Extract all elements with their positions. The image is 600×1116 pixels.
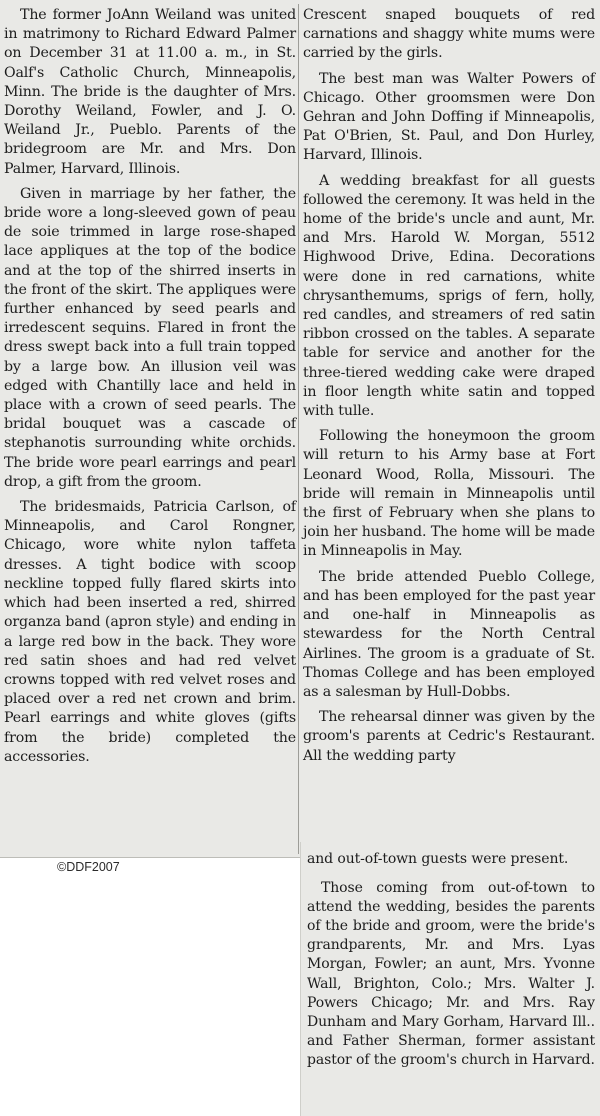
paragraph: The rehearsal dinner was given by the groom's parents at Cedric's Restaurant. All the wedding party [303, 709, 595, 764]
paragraph: The bridesmaids, Patricia Carlson, of Minneapolis, and Carol Rongner, Chicago, wore white nylon taffeta dresses. A tight bodice with scoop neckline topped fully flared skirts into which had been inserted a red, shirred organza band (apron style) and ending in a large red bow in the back. They wore red satin shoes and had red velvet crowns topped with red velvet roses and placed over a red net crown and brim. Pearl earrings and white gloves (gifts from the bride) completed the accessories. [4, 499, 296, 765]
paragraph: Given in marriage by her father, the bride wore a long-sleeved gown of peau de soie trimmed in large rose-shaped lace appliques at the top of the bodice and at the top of the shirred inserts in the front of the skirt. The appliques were further enhanced by seed pearls and irredescent sequins. Flared in front the dress swept back into a full train topped by a large bow. An illusion veil was edged with Chantilly lace and held in place with a crown of seed pearls. The bridal bouquet was a cascade of stephanotis surrounding white orchids. The bride wore pearl earrings and pearl drop, a gift from the groom. [4, 185, 296, 490]
column-divider [298, 4, 299, 854]
right-column [303, 6, 595, 772]
continuation-column [307, 850, 595, 1080]
paragraph: Those coming from out-of-town to attend the wedding, besides the parents of the bride and groom, were the bride's grandparents, Mr. and Mrs. Lyas Morgan, Fowler; an aunt, Mrs. Yvonne Wall, Brighton, Colo.; Mrs. Walter J. Powers Chicago; Mr. and Mrs. Ray Dunham and Mary Gorham, Harvard Ill.. and Father Sherman, former assistant pastor of the groom's church in Harvard. [307, 880, 595, 1068]
paragraph: Following the honeymoon the groom will return to his Army base at Fort Leonard Wood, Rolla, Missouri. The bride will remain in Minneapolis until the first of February when she plans to join her husband. The home will be made in Minneapolis in May. [303, 428, 595, 560]
paragraph: The former JoAnn Weiland was united in matrimony to Richard Edward Palmer on December 31 at 11.00 a. m., in St. Oalf's Catholic Church, Minneapolis, Minn. The bride is the daughter of Mrs. Dorothy Weiland, Fowler, and J. O. Weiland Jr., Pueblo. Parents of the bridegroom are Mr. and Mrs. Don Palmer, Harvard, Illinois. [4, 7, 296, 177]
paragraph: and out-of-town guests were present. [307, 851, 569, 867]
paragraph: The bride attended Pueblo College, and has been employed for the past year and one-half in Minneapolis as stewardess for the North Central Airlines. The groom is a graduate of St. Thomas College and has been employed as a salesman by Hull-Dobbs. [303, 568, 595, 700]
paragraph: Crescent snaped bouquets of red carnations and shaggy white mums were carried by the girls. [303, 7, 595, 62]
left-column [4, 6, 296, 773]
paragraph: A wedding breakfast for all guests followed the ceremony. It was held in the home of the bride's uncle and aunt, Mr. and Mrs. Harold W. Morgan, 5512 Highwood Drive, Edina. Decorations were done in red carnations, white chrysanthemums, sprigs of fern, holly, red candles, and streamers of red satin ribbon crossed on the tables. A separate table for service and another for the three-tiered wedding cake were draped in floor length white satin and topped with tulle. [303, 172, 595, 420]
article-clipping-continuation [300, 842, 600, 1116]
watermark-text: ©DDF2007 [57, 860, 120, 874]
paragraph: The best man was Walter Powers of Chicago. Other groomsmen were Don Gehran and John Doffing if Minneapolis, Pat O'Brien, St. Paul, and Don Hurley, Harvard, Illinois. [303, 70, 595, 164]
